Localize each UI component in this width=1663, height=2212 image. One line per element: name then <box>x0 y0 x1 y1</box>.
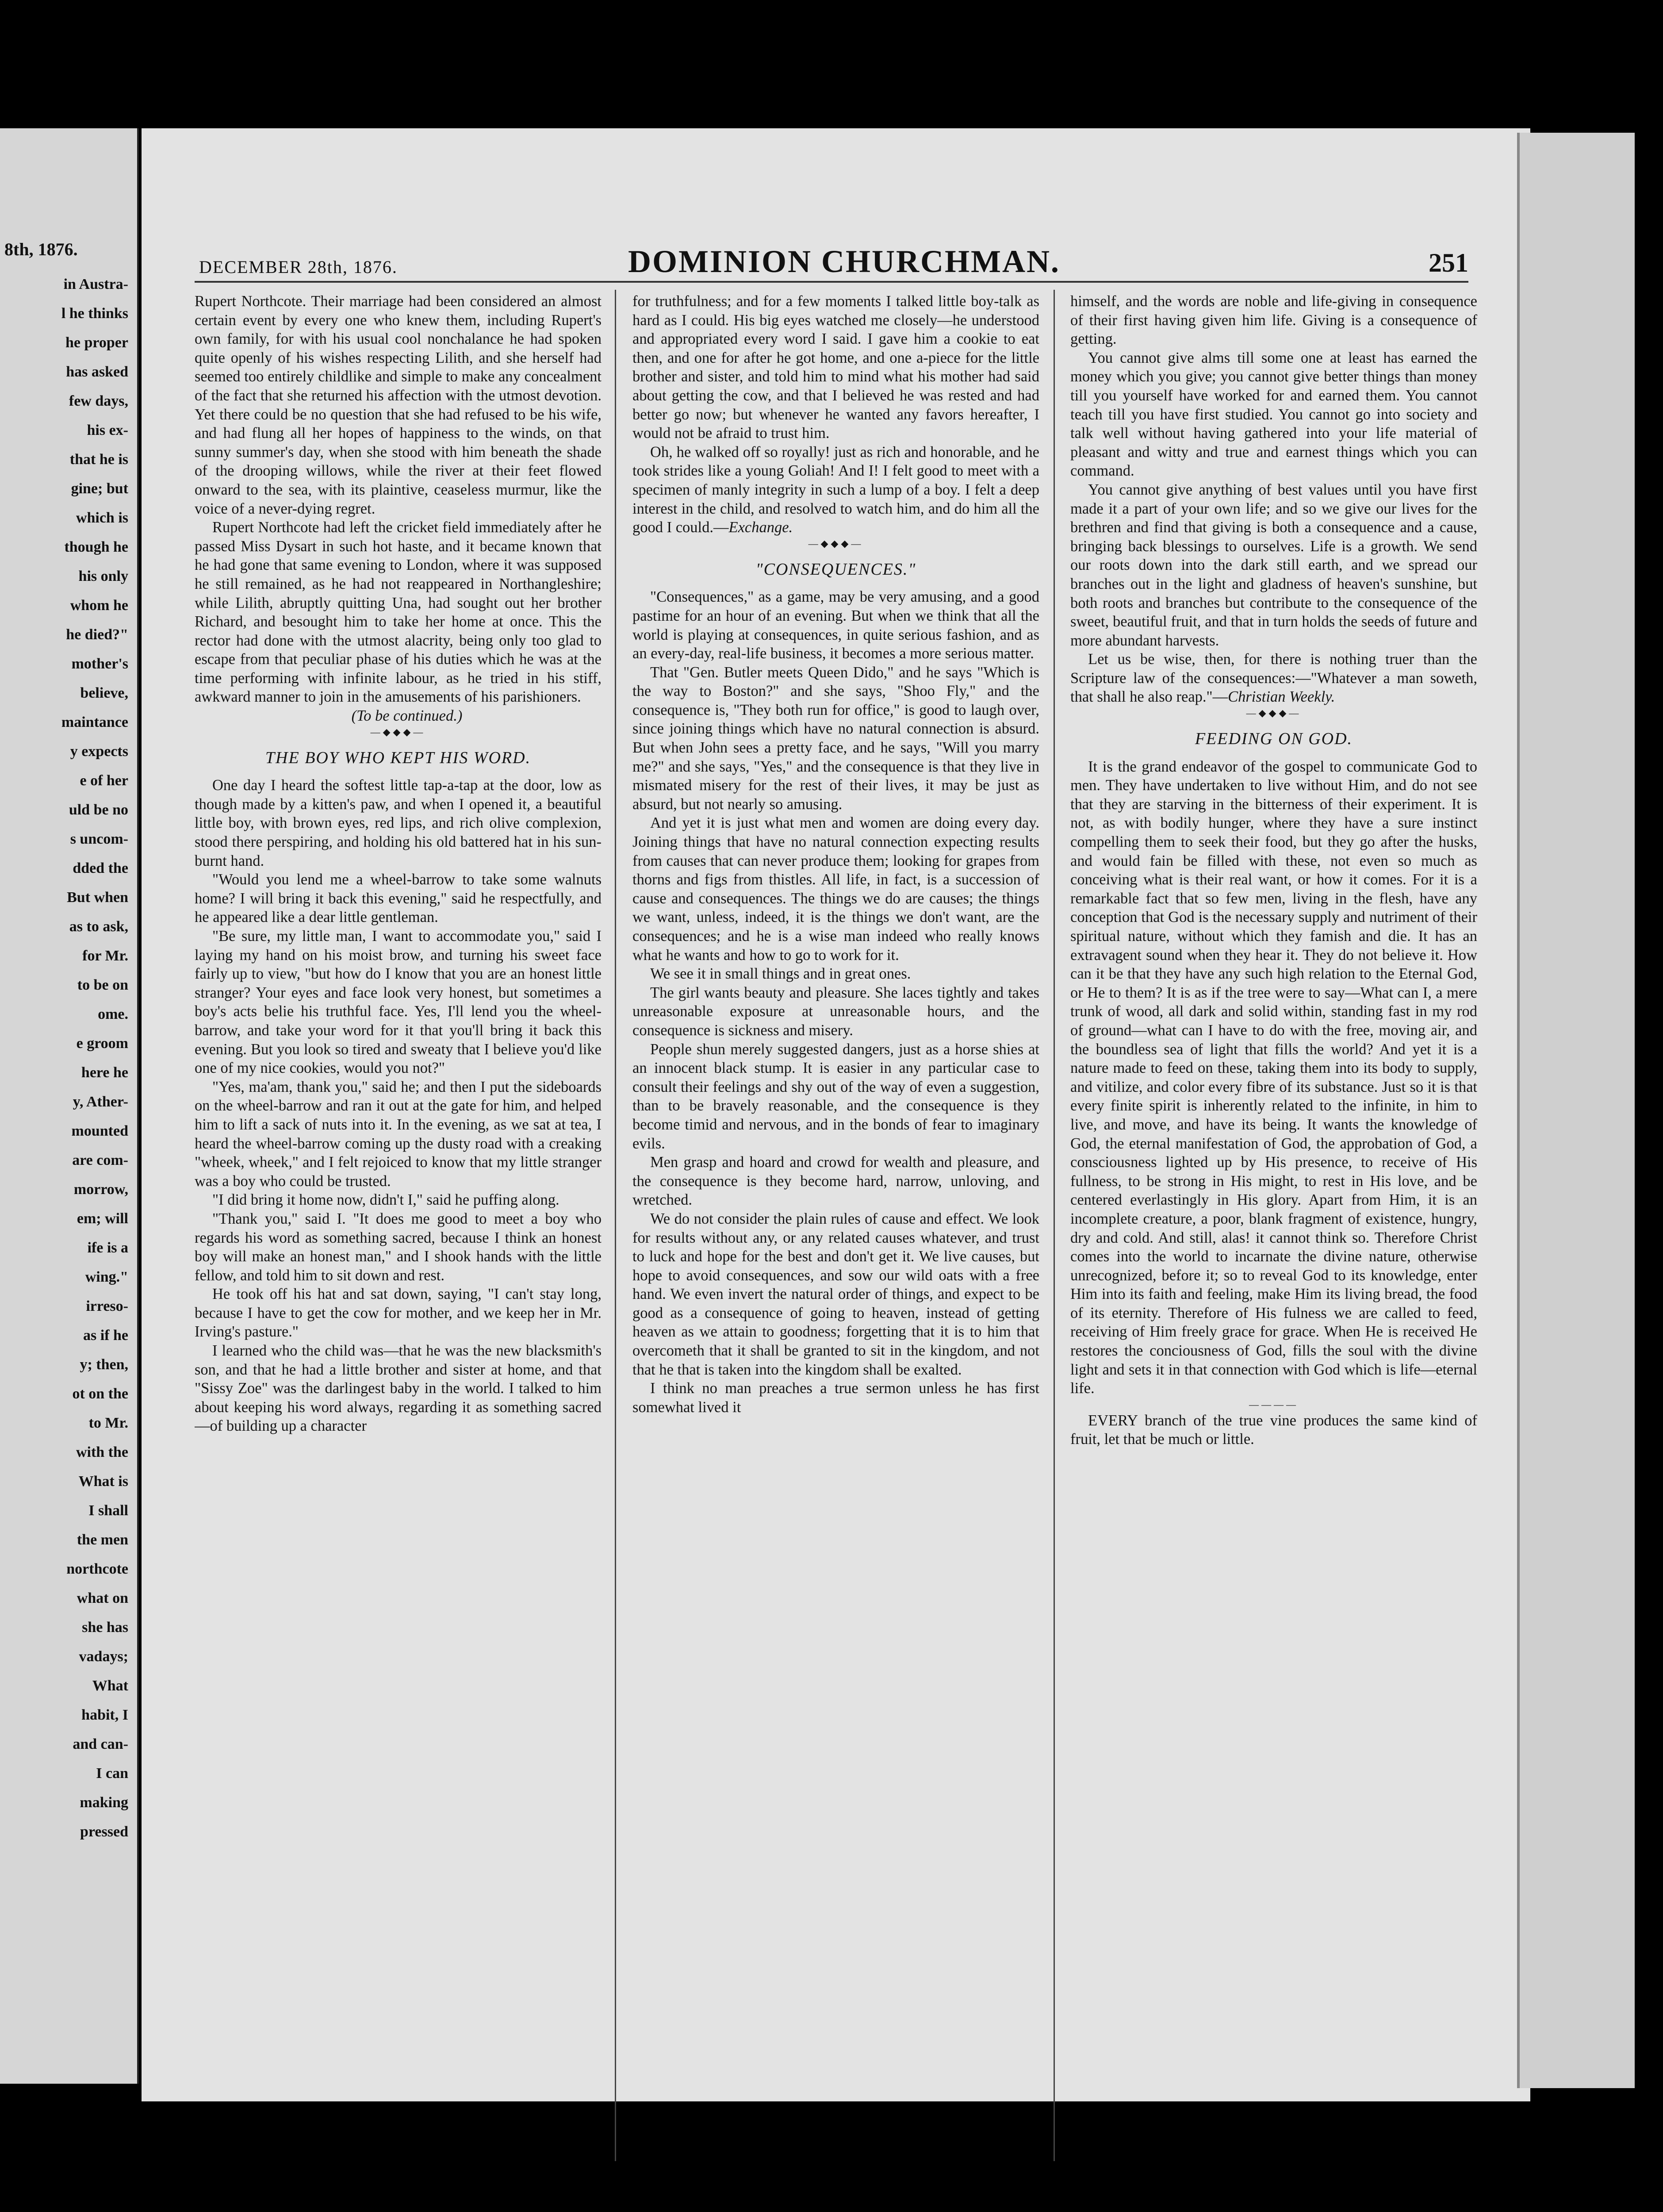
previous-page-fragment: maintance <box>61 714 128 730</box>
previous-page-fragment: ife is a <box>87 1240 128 1256</box>
previous-page-fragment: to be on <box>77 977 128 993</box>
previous-page-fragment: I can <box>96 1765 128 1782</box>
paragraph-text: Let us be wise, then, for there is nothing truer than the Scripture law of the consequences:—"Whatever a man soweth, that shall he also reap."— <box>1070 651 1477 706</box>
previous-page-fragment: ome. <box>98 1006 128 1022</box>
column-1 <box>195 292 602 2159</box>
previous-page-fragment: mother's <box>71 656 128 672</box>
paragraph: "Yes, ma'am, thank you," said he; and then I put the sideboards on the wheel-barrow and ran it out at the gate for him, and helped him to lift a sack of nuts into it. In the evening, as we sat at tea, I heard the wheel-barrow coming up the dusty road with a creaking "wheek, wheek," and I felt rejoiced to know that my little stranger was a boy who could be trusted. <box>195 1078 602 1190</box>
previous-page-fragment: though he <box>64 539 128 555</box>
paragraph: I think no man preaches a true sermon unless he has first somewhat lived it <box>632 1380 1039 1416</box>
previous-page-fragment: he proper <box>65 334 128 351</box>
article-title: "CONSEQUENCES." <box>755 560 916 579</box>
paragraph <box>632 443 1039 537</box>
previous-page-fragment: to Mr. <box>88 1415 128 1431</box>
previous-page-fragment: em; will <box>77 1210 128 1227</box>
article-body <box>195 776 602 1436</box>
article-body <box>1070 349 1477 650</box>
issue-date: DECEMBER 28th, 1876. <box>199 257 398 277</box>
to-be-continued: (To be continued.) <box>351 707 463 725</box>
column-3 <box>1070 292 1477 2159</box>
paragraph: Rupert Northcote had left the cricket field immediately after he passed Miss Dysart in such hot haste, and it became known that he had gone that same evening to London, where it was supposed he still remained, as he had not reappeared in Northangleshire; while Lilith, abruptly quitting Una, had sought out her brother Richard, and besought him to take her home at once. This the rector had done with the utmost alacrity, being only too glad to escape from that peculiar phase of his duties which he was at the time performing with infinite labour, as he tried in his stiff, awkward manner to join in the amusements of his parishioners. <box>195 519 602 706</box>
previous-page-fragment: that he is <box>69 451 128 468</box>
previous-page-fragment: y; then, <box>80 1356 128 1373</box>
previous-page-fragment: vadays; <box>79 1648 128 1665</box>
column-divider <box>1054 290 1055 2161</box>
previous-page-fragment: e groom <box>76 1035 128 1052</box>
paragraph: That "Gen. Butler meets Queen Dido," and he says "Which is the way to Boston?" and she says, "Shoo Fly," and the consequence is, "They both run for office," is good to laugh over, since joining things which have no natural connection is absurd. But when John sees a pretty face, and he says, "Will you marry me?" and she says, "Yes," and the consequence is that they live in mismated misery for the rest of their lives, it may be just as absurd, but not nearly so amusing. <box>632 664 1039 813</box>
ornament-divider: —◆◆◆— <box>1246 707 1302 719</box>
previous-page-fragment: wing." <box>85 1269 128 1285</box>
previous-page-fragment: y expects <box>70 743 128 760</box>
page-curl-edge <box>1517 133 1635 2088</box>
newspaper-page <box>142 128 1530 2101</box>
paragraph: "Consequences," as a game, may be very amusing, and a good pastime for an hour of an evening. But when we think that all the world is playing at consequences, in quite serious fashion, and as an every-day, real-life business, it becomes a more serious matter. <box>632 588 1039 662</box>
header-rule <box>195 281 1468 283</box>
previous-page-fragment: I shall <box>88 1502 128 1519</box>
previous-page-fragment: s uncom- <box>70 831 128 847</box>
previous-page-fragment: he died?" <box>66 626 128 643</box>
paragraph: You cannot give alms till some one at least has earned the money which you give; you cannot give better things than money till you yourself have worked for and earned them. You cannot teach till you have first studied. You cannot go into society and talk well without having gathered into your life material of pleasant and witty and true and earnest things which you can command. <box>1070 349 1477 480</box>
column-2 <box>632 292 1039 2159</box>
paragraph: It is the grand endeavor of the gospel to communicate God to men. They have undertaken to live without Him, and do not see that they are starving in the bitterness of their experiment. It is not, as with bodily hunger, where they have a sure instinct compelling them to seek their food, but they go after the husks, and would fain be filled with these, not even so much as conceiving what is their real want, or how it comes. For it is a remarkable fact that so few men, living in the flesh, have any conception that God is the necessary supply and nutriment of their spiritual nature, without which they famish and die. It has an extravagent sound when they hear it. They do not believe it. How can it be that they have any such high relation to the Eternal God, or He to them? It is as if the tree were to say—What can I, a mere trunk of wood, all dark and solid within, standing fast in my rod of ground—what can I have to do with the free, moving air, and the boundless sea of light that fills the world? And yet it is a nature made to feed on these, taking them into its body to supply, and vitilize, and color every fibre of its substance. Just so it is that every finite spirit is inherently related to the infinite, in him to live, and move, and have its being. It wants the knowledge of God, the eternal manifestation of God, the approbation of God, a consciousness lighted up by His presence, to receive of His fullness, to be strong in His might, to rest in His love, and be centered everlastingly in His glory. Apart from Him, it is an incomplete creature, a poor, blank fragment of existence, hungry, dry and cold. And still, alas! it cannot think so. Therefore Christ comes into the world to incarnate the divine nature, otherwise unrecognized, before it; so to reveal God to its knowledge, enter Him into its faith and feeling, make Him its living bread, the food of its eternity. Therefore of His fulness we are called to feed, receiving of Him freely grace for grace. When He is received He restores the conciousness of God, fills the soul with the divine light and sets it in that connection with God which is life—eternal life. <box>1070 758 1477 1397</box>
ornament-divider: —◆◆◆— <box>370 726 426 737</box>
previous-page-fragment: which is <box>76 510 128 526</box>
paragraph: You cannot give anything of best values until you have first made it a part of your own life; and so we give our lives for the brethren and find that giving is both a consequence and a cause, bringing back blessings to ourselves. Life is a growth. We send our roots down into the dark still earth, and we spread our branches out in the light and gladness of heaven's sunshine, but both roots and branches but contribute to the consequence of the sweet, beautiful fruit, and that in turn holds the seeds of future and more abundant harvests. <box>1070 481 1477 649</box>
previous-page-fragment: for Mr. <box>82 948 128 964</box>
closing-note: EVERY branch of the true vine produces the same kind of fruit, let that be much or little. <box>1070 1412 1477 1448</box>
paragraph <box>1070 650 1477 707</box>
paragraph: Rupert Northcote. Their marriage had been considered an almost certain event by every one who knew them, including Rupert's own family, for with his usual cool nonchalance he had spoken quite openly of his wishes respecting Lilith, and she herself had seemed too entirely childlike and simple to make any concealment of the fact that she returned his affection with the utmost devotion. Yet there could be no question that she had refused to be his wife, and had flung all her hopes of happiness to the winds, on that sunny summer's day, when she stood with him beneath the shade of the drooping willows, while the river at their feet flowed onward to the sea, with its plaintive, ceaseless murmur, like the voice of a never-dying regret. <box>195 293 602 517</box>
paragraph: Men grasp and hoard and crowd for wealth and pleasure, and the consequence is they become hard, narrow, unloving, and wretched. <box>632 1154 1039 1209</box>
paragraph: himself, and the words are noble and life-giving in consequence of their first having given him life. Giving is a consequence of getting. <box>1070 293 1477 348</box>
article-title: FEEDING ON GOD. <box>1195 730 1353 749</box>
previous-page-fragment: in Austra- <box>63 276 128 292</box>
previous-page-edge <box>0 128 139 2084</box>
article-title: THE BOY WHO KEPT HIS WORD. <box>265 748 531 767</box>
publication-title: DOMINION CHURCHMAN. <box>628 244 1060 279</box>
previous-page-fragment: with the <box>76 1444 128 1460</box>
paragraph-text: Oh, he walked off so royally! just as rich and honorable, and he took strides like a young Goliah! And I! I felt good to meet with a specimen of manly integrity in such a lump of a boy. I felt a deep interest in the child, and resolved to watch him, and do him all the good I could.— <box>632 443 1039 536</box>
previous-page-fragment: here he <box>81 1064 128 1081</box>
paragraph: I learned who the child was—that he was the new blacksmith's son, and that he had a little brother and sister at home, and that "Sissy Zoe" was the darlingest baby in the world. I talked to him about keeping his word always, regarding it as something sacred—of building up a character <box>195 1342 602 1435</box>
paragraph: We see it in small things and in great ones. <box>650 965 911 983</box>
paragraph: The girl wants beauty and pleasure. She laces tightly and takes unreasonable exposure at unreasonable hours, and the consequence is sickness and misery. <box>632 984 1039 1039</box>
previous-page-fragment: and can- <box>73 1736 128 1752</box>
previous-page-fragment: dded the <box>73 860 128 876</box>
previous-page-fragment: are com- <box>72 1152 128 1168</box>
previous-page-fragment: habit, I <box>81 1707 128 1723</box>
previous-page-fragment: she has <box>82 1619 128 1636</box>
previous-page-fragment: has asked <box>66 364 128 380</box>
previous-page-fragment: northcote <box>66 1561 128 1577</box>
previous-page-fragment: gine; but <box>71 480 128 497</box>
paragraph: And yet it is just what men and women are doing every day. Joining things that have no natural connection expecting results from causes that can never produce them; looking for grapes from thorns and figs from thistles. All life, in fact, is a succession of cause and consequences. The things we do are causes; the things we want, unless, indeed, it is the things we don't want, are the consequences; and he is a wise man indeed who really knows what he wants and how to go to work for it. <box>632 814 1039 964</box>
source-credit: Exchange. <box>728 519 793 536</box>
previous-page-fragment: l he thinks <box>61 305 128 322</box>
paragraph: "Be sure, my little man, I want to accommodate you," said I laying my hand on his moist brow, and turning his sweet face fairly up to view, "but how do I know that you are an honest little stranger? Your eyes and face look very honest, but sometimes a boy's acts belie his truthful face. Yes, I'll lend you the wheel-barrow, and take your word for it that you'll bring it back this evening. But you look so tired and sweaty that I believe you'd like one of my nice cookies, would you not?" <box>195 928 602 1077</box>
column-divider <box>615 290 616 2161</box>
previous-page-fragment: what on <box>77 1590 128 1606</box>
previous-page-fragment: What is <box>78 1473 128 1490</box>
paragraph: for truthfulness; and for a few moments I talked little boy-talk as hard as I could. His big eyes watched me closely—he understood and appropriated every word I said. I gave him a cookie to eat then, and one for after he got home, and one a-piece for the little brother and sister, and told him to mind what his mother had said about getting the cow, and that I believed he was rested and had better go now; but whenever he wanted any favors hereafter, I would not be afraid to trust him. <box>632 293 1039 442</box>
paragraph: "Thank you," said I. "It does me good to meet a boy who regards his word as something sacred, because I think an honest boy will make an honest man," and I shook hands with the little fellow, and told him to sit down and rest. <box>195 1210 602 1284</box>
previous-page-fragment: mounted <box>71 1123 128 1139</box>
previous-page-fragment: pressed <box>80 1824 128 1840</box>
paragraph: He took off his hat and sat down, saying, "I can't stay long, because I have to get the cow for mother, and we keep her in Mr. Irving's pasture." <box>195 1286 602 1340</box>
paragraph: People shun merely suggested dangers, just as a horse shies at an innocent black stump. It is easier in any particular case to consult their feelings and shy out of the way of even a suggestion, than to be bravely reasonable, and the consequence is they become timid and nervous, and in the bonds of fear to imaginary evils. <box>632 1041 1039 1152</box>
ornament-divider: —◆◆◆— <box>808 538 864 549</box>
previous-page-fragment: believe, <box>80 685 128 701</box>
previous-page-fragment: What <box>92 1678 128 1694</box>
previous-page-fragment: y, Ather- <box>73 1094 128 1110</box>
previous-page-fragment: as if he <box>83 1327 128 1344</box>
previous-page-fragment: irreso- <box>86 1298 128 1314</box>
previous-page-fragment: e of her <box>80 772 128 789</box>
page-number: 251 <box>1429 248 1468 277</box>
paragraph: "I did bring it home now, didn't I," said he puffing along. <box>212 1191 559 1209</box>
paragraph: "Would you lend me a wheel-barrow to take some walnuts home? I will bring it back this evening," said he respectfully, and he appeared like a dear little gentleman. <box>195 871 602 926</box>
ornament-divider: ———— <box>1249 1398 1299 1410</box>
previous-page-fragment: ot on the <box>72 1386 128 1402</box>
previous-page-fragment: the men <box>77 1532 128 1548</box>
article-body <box>632 588 1039 1417</box>
previous-page-fragment: few days, <box>69 393 128 409</box>
previous-page-fragment: uld be no <box>69 802 128 818</box>
previous-page-fragment: morrow, <box>73 1181 128 1198</box>
previous-page-fragment: making <box>80 1794 128 1811</box>
paragraph: We do not consider the plain rules of cause and effect. We look for results without any, or any related causes whatever, and trust to luck and hope for the best and don't get it. We live causes, but hope to avoid consequences, and sow our wild oats with a free hand. We even invert the natural order of things, and expect to be good as a consequence of going to heaven, instead of getting heaven as we attain to goodness; forgetting that it is to him that overcometh that it shall be granted to sit in the kingdom, and not that he that is taken into the kingdom shall be exalted. <box>632 1210 1039 1378</box>
previous-page-fragment: his ex- <box>87 422 128 438</box>
page-header <box>195 243 1468 279</box>
previous-page-fragment: his only <box>78 568 128 584</box>
paragraph: One day I heard the softest little tap-a-tap at the door, low as though made by a kitten's paw, and when I opened it, a beautiful little boy, with brown eyes, red lips, and rich olive complexion, stood there perspiring, and holding his old battered hat in his sun-burnt hand. <box>195 777 602 869</box>
article-body <box>1070 757 1477 1398</box>
previous-page-fragment: But when <box>67 889 128 906</box>
previous-page-date: 8th, 1876. <box>4 239 78 259</box>
source-credit: Christian Weekly. <box>1228 688 1335 706</box>
previous-page-fragment: as to ask, <box>69 918 128 935</box>
previous-page-fragment: whom he <box>70 597 128 614</box>
